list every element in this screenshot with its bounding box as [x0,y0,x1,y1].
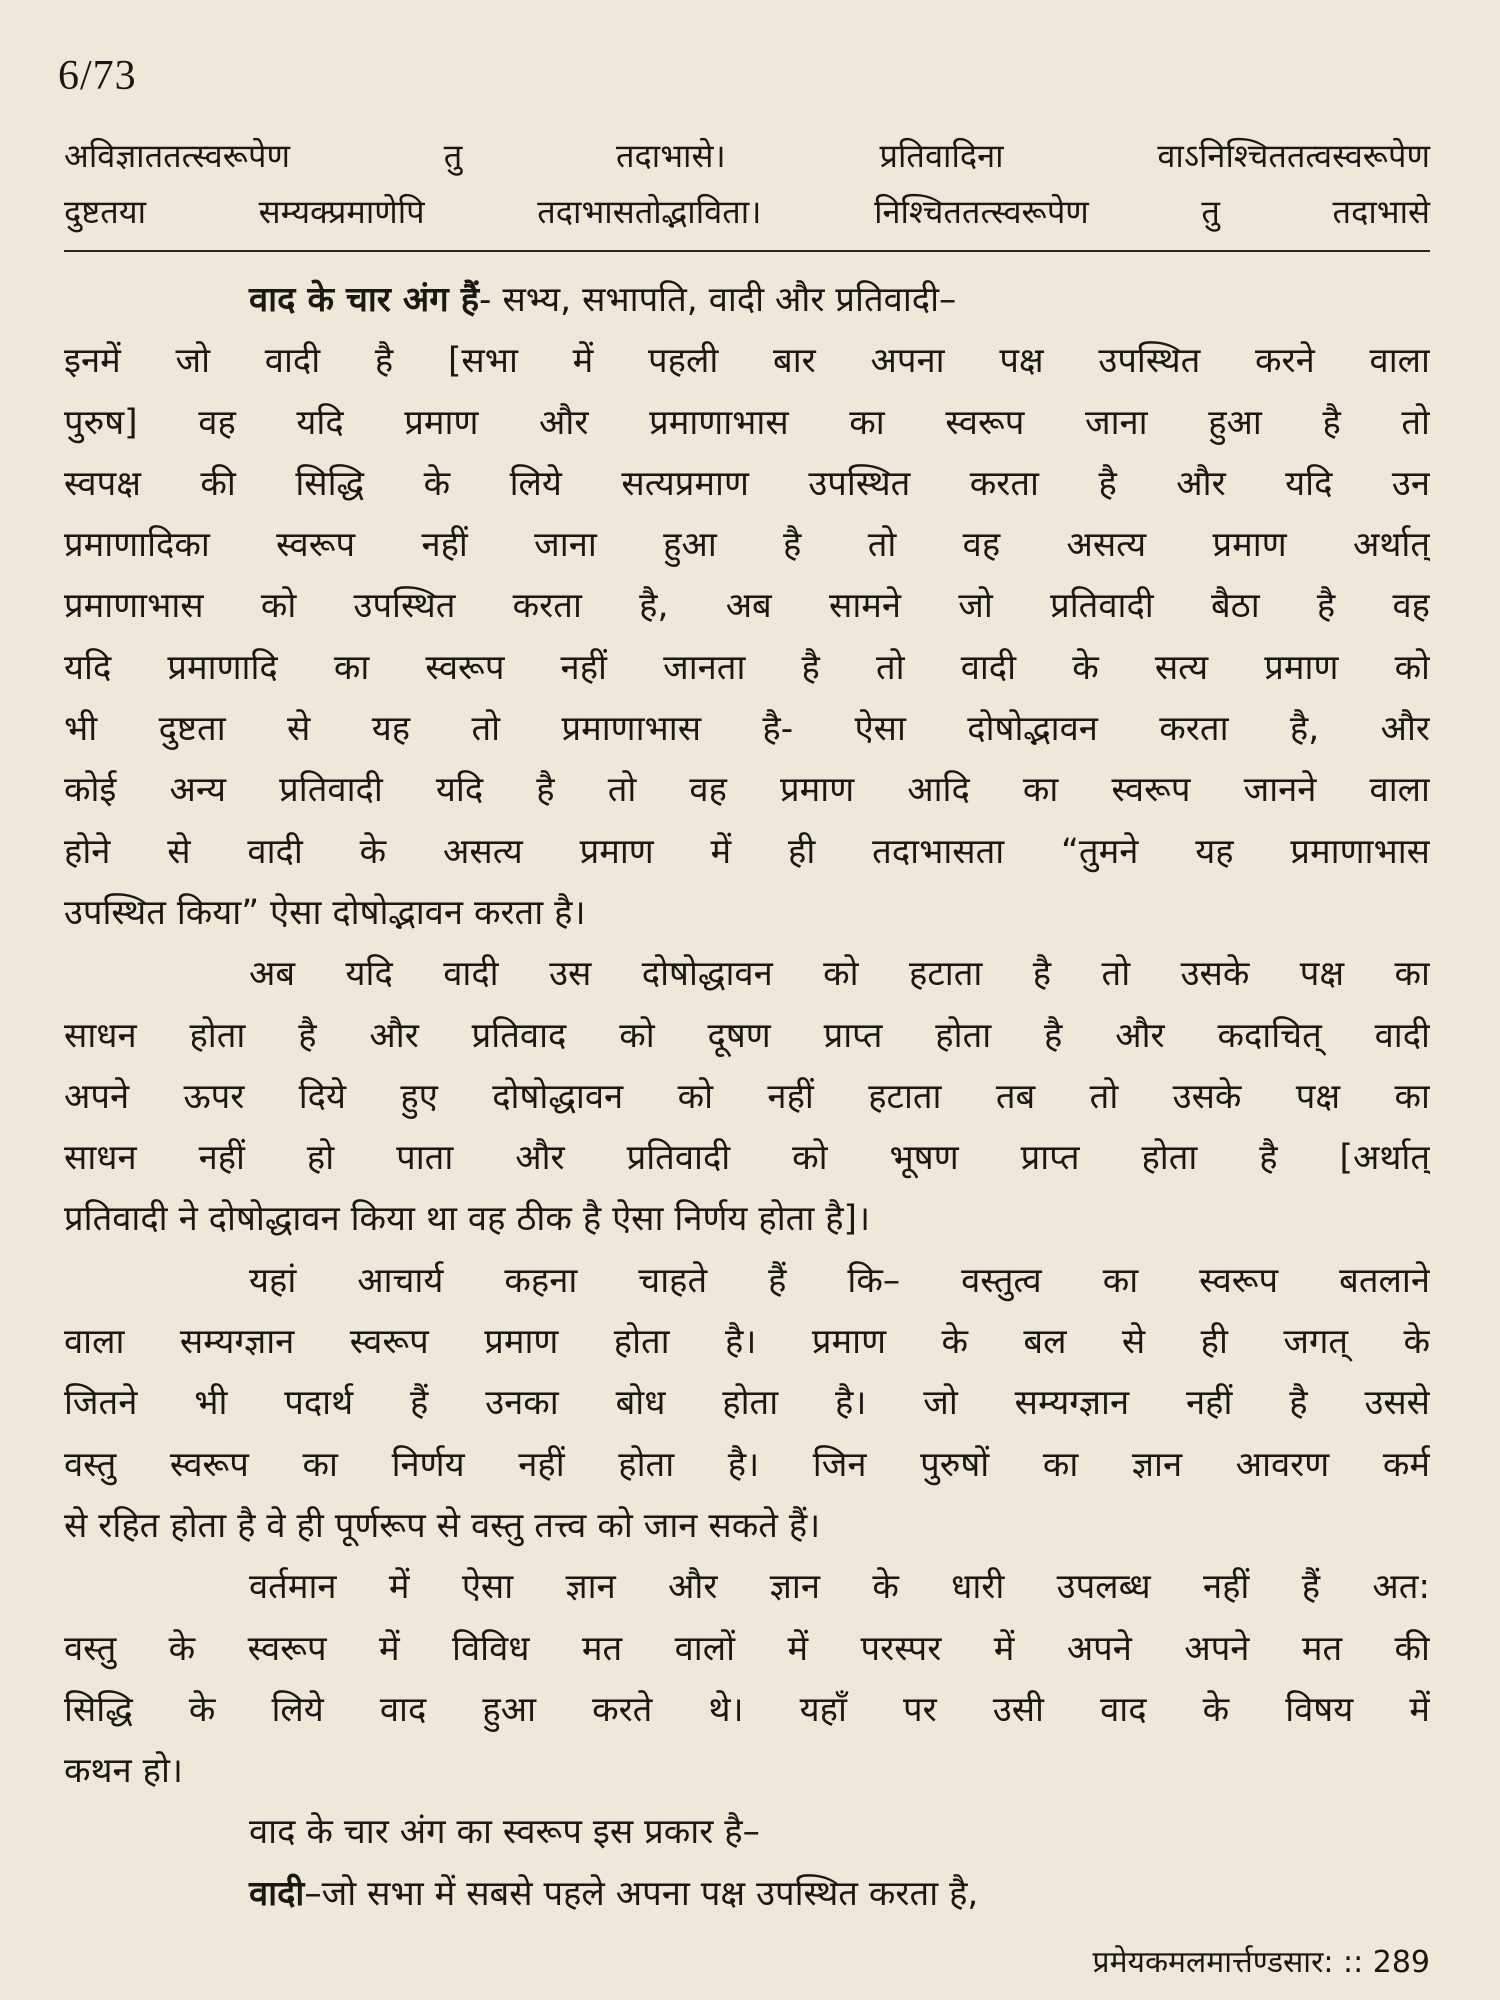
heading-bold-text: वाद के चार अंग हैं [249,280,480,320]
text-line: स्वपक्ष की सिद्धि के लिये सत्यप्रमाण उपस्थित करता है और यदि उन [64,463,1430,504]
text-line: अपने ऊपर दिये हुए दोषोद्धावन को नहीं हटाता तब तो उसके पक्ष का [64,1076,1430,1117]
sanskrit-line: अविज्ञाततत्स्वरूपेण तु तदाभासे। प्रतिवादिना वाऽनिश्चिततत्वस्वरूपेण [64,137,1430,175]
text-line: उपस्थित किया” ऐसा दोषोद्भावन करता है। [64,892,586,933]
text-line: सिद्धि के लिये वाद हुआ करते थे। यहाँ पर उसी वाद के विषय में [64,1689,1430,1730]
text-line: पुरुष] वह यदि प्रमाण और प्रमाणाभास का स्वरूप जाना हुआ है तो [64,402,1430,443]
hindi-commentary [64,270,1430,1925]
definition-term: वादी [249,1873,305,1914]
text-line: कोई अन्य प्रतिवादी यदि है तो वह प्रमाण आदि का स्वरूप जानने वाला [64,770,1430,811]
text-line: जितने भी पदार्थ हैं उनका बोध होता है। जो सम्यग्ज्ञान नहीं है उससे [64,1383,1430,1424]
text-line: वाद के चार अंग का स्वरूप इस प्रकार है– [249,1812,760,1853]
text-line: होने से वादी के असत्य प्रमाण में ही तदाभासता “तुमने यह प्रमाणाभास [64,831,1430,872]
text-line: साधन होता है और प्रतिवाद को दूषण प्राप्त होता है और कदाचित् वादी [64,1015,1430,1056]
text-line: भी दुष्टता से यह तो प्रमाणाभास है- ऐसा दोषोद्भावन करता है, और [64,709,1430,750]
text-line: यहां आचार्य कहना चाहते हैं कि– वस्तुत्व का स्वरूप बतलाने [249,1260,1430,1301]
sanskrit-text-block [64,128,1430,240]
text-line: वस्तु स्वरूप का निर्णय नहीं होता है। जिन पुरुषों का ज्ञान आवरण कर्म [64,1444,1430,1485]
text-line: अब यदि वादी उस दोषोद्धावन को हटाता है तो उसके पक्ष का [249,954,1430,995]
definition-line [64,1864,1430,1925]
text-line: प्रमाणादिका स्वरूप नहीं जाना हुआ है तो वह असत्य प्रमाण अर्थात् [64,525,1430,566]
paragraph-heading-line [64,270,1430,331]
text-line: प्रतिवादी ने दोषोद्धावन किया था वह ठीक है ऐसा निर्णय होता है]। [64,1199,871,1240]
definition-text: –जो सभा में सबसे पहले अपना पक्ष उपस्थित करता है, [304,1873,979,1914]
running-footer: प्रमेयकमलमार्त्तण्डसार: :: 289 [1092,1945,1430,1980]
text-line: से रहित होता है वे ही पूर्णरूप से वस्तु तत्त्व को जान सकते हैं। [64,1505,821,1546]
text-line: वाला सम्यग्ज्ञान स्वरूप प्रमाण होता है। प्रमाण के बल से ही जगत् के [64,1322,1430,1363]
text-line: प्रमाणाभास को उपस्थित करता है, अब सामने जो प्रतिवादी बैठा है वह [64,586,1430,627]
heading-rest-text: - सभ्य, सभापति, वादी और प्रतिवादी– [479,280,957,320]
text-line: कथन हो। [64,1751,183,1792]
text-line: इनमें जो वादी है [सभा में पहली बार अपना पक्ष उपस्थित करने वाला [64,341,1430,382]
text-line: यदि प्रमाणादि का स्वरूप नहीं जानता है तो वादी के सत्य प्रमाण को [64,647,1430,688]
page-number: 6/73 [58,53,137,99]
section-divider [64,250,1430,252]
sanskrit-line: दुष्टतया सम्यक्प्रमाणेपि तदाभासतोद्भाविता। निश्चिततत्स्वरूपेण तु तदाभासे [64,193,1430,231]
text-line: साधन नहीं हो पाता और प्रतिवादी को भूषण प्राप्त होता है [अर्थात् [64,1138,1430,1179]
text-line: वस्तु के स्वरूप में विविध मत वालों में परस्पर में अपने अपने मत की [64,1628,1430,1669]
text-line: वर्तमान में ऐसा ज्ञान और ज्ञान के धारी उपलब्ध नहीं हैं अत: [249,1567,1430,1608]
